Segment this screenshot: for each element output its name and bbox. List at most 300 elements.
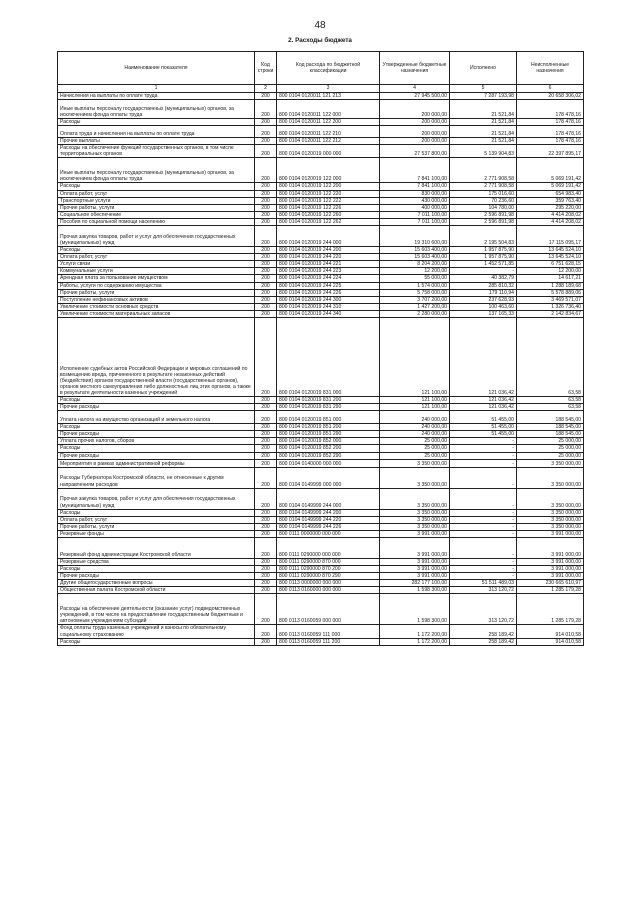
row-unexecuted: 359 763,40 (517, 197, 584, 204)
row-line-code: 200 (255, 638, 277, 645)
row-approved: 430 000,00 (380, 197, 450, 204)
row-executed: 313 120,72 (450, 587, 517, 594)
row-approved: 25 000,00 (380, 452, 450, 459)
row-executed: 51 455,00 (450, 431, 517, 438)
row-approved: 3 707 200,00 (380, 296, 450, 303)
row-classification-code: 800 0104 0120019 122 200 (277, 183, 380, 190)
row-unexecuted: 295 220,00 (517, 204, 584, 211)
row-line-code: 200 (255, 204, 277, 211)
row-line-code: 200 (255, 625, 277, 638)
row-name: Прочие расходы (58, 452, 255, 459)
row-classification-code: 800 0104 0120019 852 290 (277, 452, 380, 459)
row-executed: 121 036,42 (450, 317, 517, 396)
row-name: Прочие расходы (58, 404, 255, 411)
table-row (58, 218, 584, 225)
row-line-code: 200 (255, 587, 277, 594)
row-executed: - (450, 467, 517, 488)
row-classification-code: 800 0104 0120019 122 220 (277, 190, 380, 197)
row-line-code: 200 (255, 119, 277, 126)
row-name: Уплата налога на имущество организаций и земельного налога (58, 411, 255, 424)
row-classification-code: 800 0104 0120019 122 262 (277, 218, 380, 225)
row-approved: 121 100,00 (380, 396, 450, 403)
row-name: Прочие расходы (58, 431, 255, 438)
row-classification-code: 800 0104 0120019 244 223 (277, 268, 380, 275)
row-name: Расходы (58, 396, 255, 403)
row-name: Уплата прочих налогов, сборов (58, 438, 255, 445)
row-line-code: 200 (255, 459, 277, 467)
row-classification-code: 800 0104 0149999 244 220 (277, 516, 380, 523)
row-approved: 3 991 000,00 (380, 530, 450, 537)
row-classification-code: 800 0104 0120019 244 310 (277, 303, 380, 310)
table-row (58, 119, 584, 126)
row-line-code: 200 (255, 530, 277, 537)
table-row (58, 516, 584, 523)
row-classification-code: 800 0104 0120019 244 220 (277, 254, 380, 261)
row-unexecuted: 25 000,00 (517, 445, 584, 452)
row-approved: 15 603 400,00 (380, 254, 450, 261)
row-unexecuted: 25 000,00 (517, 452, 584, 459)
row-approved: 7 841 100,00 (380, 158, 450, 183)
row-line-code: 200 (255, 509, 277, 516)
row-name: Оплата труда и начисления на выплаты по оплате труда (58, 126, 255, 138)
row-line-code: 200 (255, 145, 277, 158)
row-approved: 1 598 300,00 (380, 587, 450, 594)
row-unexecuted: 3 991 000,00 (517, 566, 584, 573)
row-approved: 121 100,00 (380, 404, 450, 411)
row-unexecuted: 1 285 179,28 (517, 587, 584, 594)
row-name: Расходы (58, 247, 255, 254)
row-approved: 7 841 100,00 (380, 183, 450, 190)
row-executed: - (450, 459, 517, 467)
row-name: Оплата работ, услуг (58, 254, 255, 261)
row-unexecuted: 178 478,16 (517, 138, 584, 145)
table-row (58, 247, 584, 254)
row-name: Увеличение стоимости материальных запасов (58, 310, 255, 317)
row-approved: 2 280 000,00 (380, 310, 450, 317)
row-line-code: 200 (255, 211, 277, 218)
row-line-code: 200 (255, 445, 277, 452)
row-approved: 830 000,00 (380, 190, 450, 197)
row-executed: 175 016,60 (450, 190, 517, 197)
row-line-code: 200 (255, 197, 277, 204)
row-approved: 1 427 200,00 (380, 303, 450, 310)
row-executed: 137 165,33 (450, 310, 517, 317)
table-row (58, 411, 584, 424)
row-approved: 27 537 800,00 (380, 145, 450, 158)
row-executed: 5 139 904,83 (450, 145, 517, 158)
column-number: 1 (58, 85, 255, 93)
row-name: Общественная палата Костромской области (58, 587, 255, 594)
row-executed: 258 189,42 (450, 638, 517, 645)
row-unexecuted: 63,58 (517, 317, 584, 396)
row-name: Арендная плата за пользование имуществом (58, 275, 255, 282)
row-approved: 15 603 400,00 (380, 247, 450, 254)
row-unexecuted: 3 991 000,00 (517, 530, 584, 537)
row-executed: 121 036,42 (450, 396, 517, 403)
row-executed: 21 521,84 (450, 126, 517, 138)
row-classification-code: 800 0104 0120019 244 226 (277, 289, 380, 296)
table-row (58, 138, 584, 145)
row-name: Расходы на обеспечение функций государственных органов, в том числе территориальных органов (58, 145, 255, 158)
row-executed: - (450, 452, 517, 459)
row-approved: 3 350 000,00 (380, 509, 450, 516)
row-name: Иные выплаты персоналу государственных (муниципальных) органов, за исключением фонда оплаты труда (58, 100, 255, 119)
table-row (58, 204, 584, 211)
row-unexecuted: 3 350 000,00 (517, 516, 584, 523)
table-row (58, 190, 584, 197)
row-line-code: 200 (255, 268, 277, 275)
row-line-code: 200 (255, 566, 277, 573)
table-row (58, 183, 584, 190)
row-executed: 21 521,84 (450, 119, 517, 126)
row-executed: 237 628,93 (450, 296, 517, 303)
table-row (58, 275, 584, 282)
row-classification-code: 800 0104 0120019 244 221 (277, 261, 380, 268)
column-number: 6 (517, 85, 584, 93)
row-executed: 104 780,00 (450, 204, 517, 211)
row-name: Иные выплаты персоналу государственных (муниципальных) органов, за исключением фонда оплаты труда (58, 158, 255, 183)
row-name: Исполнение судебных актов Российской Федерации и мировых соглашений по возмещению вреда, причиненного в результате незаконных действий (бездействия) органов государственной власти (государственных органов), органов местного самоуправления либо должностных лиц этих органов, а также в результате деятельности казенных учреждений (58, 317, 255, 396)
column-header-classification-code: Код расхода по бюджетной классификации (277, 52, 380, 85)
row-executed: - (450, 445, 517, 452)
row-name: Прочая закупка товаров, работ и услуг для обеспечения государственных (муниципальных) нужд (58, 488, 255, 509)
table-row (58, 396, 584, 403)
row-unexecuted: 3 469 571,07 (517, 296, 584, 303)
row-line-code: 200 (255, 452, 277, 459)
row-approved: 240 000,00 (380, 411, 450, 424)
row-executed: 100 463,60 (450, 303, 517, 310)
row-name: Начисления на выплаты по оплате труда (58, 93, 255, 100)
row-name: Прочие работы, услуги (58, 523, 255, 530)
table-row (58, 424, 584, 431)
row-executed: 2 195 504,83 (450, 226, 517, 247)
row-classification-code: 800 0104 0120011 122 210 (277, 126, 380, 138)
row-line-code: 200 (255, 296, 277, 303)
row-unexecuted: 654 983,40 (517, 190, 584, 197)
column-header-name: Наименование показателя (58, 52, 255, 85)
row-unexecuted: 188 545,00 (517, 431, 584, 438)
row-name: Другие общегосударственные вопросы (58, 580, 255, 587)
page-number: 48 (314, 20, 326, 31)
row-line-code: 200 (255, 100, 277, 119)
table-row (58, 197, 584, 204)
row-unexecuted: 5 069 191,42 (517, 183, 584, 190)
row-line-code: 200 (255, 438, 277, 445)
table-row (58, 625, 584, 638)
table-row (58, 530, 584, 537)
row-classification-code: 800 0104 0120019 851 000 (277, 411, 380, 424)
row-unexecuted: 6 751 628,15 (517, 261, 584, 268)
row-approved: 282 177 100,00 (380, 580, 450, 587)
row-executed: 2 596 891,98 (450, 211, 517, 218)
row-line-code: 200 (255, 218, 277, 225)
table-row (58, 282, 584, 289)
row-unexecuted: 3 991 000,00 (517, 573, 584, 580)
row-classification-code: 800 0104 0120011 121 213 (277, 93, 380, 100)
table-row (58, 488, 584, 509)
row-unexecuted: 3 350 000,00 (517, 509, 584, 516)
row-approved: 1 598 300,00 (380, 594, 450, 625)
row-approved: 200 000,00 (380, 100, 450, 119)
row-line-code: 200 (255, 93, 277, 100)
row-line-code: 200 (255, 158, 277, 183)
row-classification-code: 800 0104 0120019 244 340 (277, 310, 380, 317)
header-row (58, 52, 584, 85)
table-row (58, 445, 584, 452)
row-name: Резервный фонд администрации Костромской области (58, 538, 255, 559)
row-approved: 25 000,00 (380, 445, 450, 452)
expenditure-table (57, 51, 584, 646)
row-name: Прочие выплаты (58, 138, 255, 145)
row-name: Оплата работ, услуг (58, 516, 255, 523)
row-classification-code: 800 0104 0120019 831 290 (277, 404, 380, 411)
row-line-code: 200 (255, 396, 277, 403)
row-line-code: 200 (255, 516, 277, 523)
row-approved: 27 945 500,00 (380, 93, 450, 100)
table-row (58, 459, 584, 467)
column-header-unexecuted: Неисполненные назначения (517, 52, 584, 85)
row-approved: 3 350 000,00 (380, 523, 450, 530)
row-approved: 3 991 000,00 (380, 566, 450, 573)
row-name: Резервные фонды (58, 530, 255, 537)
table-row (58, 594, 584, 625)
row-name: Коммунальные услуги (58, 268, 255, 275)
table-row (58, 303, 584, 310)
column-number: 3 (277, 85, 380, 93)
row-executed: 21 521,84 (450, 138, 517, 145)
row-executed: 2 771 908,58 (450, 183, 517, 190)
row-line-code: 200 (255, 261, 277, 268)
row-executed: 258 189,42 (450, 625, 517, 638)
row-approved: 3 991 000,00 (380, 559, 450, 566)
row-line-code: 200 (255, 431, 277, 438)
table-row (58, 158, 584, 183)
row-line-code: 200 (255, 488, 277, 509)
row-line-code: 200 (255, 573, 277, 580)
row-name: Расходы (58, 445, 255, 452)
row-line-code: 200 (255, 183, 277, 190)
row-unexecuted: 3 350 000,00 (517, 488, 584, 509)
table-row (58, 226, 584, 247)
row-approved: 200 000,00 (380, 126, 450, 138)
row-approved: 3 350 000,00 (380, 459, 450, 467)
row-classification-code: 800 0111 0290000 870 290 (277, 573, 380, 580)
row-name: Резервные средства (58, 559, 255, 566)
row-name: Мероприятия в рамках административной реформы (58, 459, 255, 467)
row-line-code: 200 (255, 275, 277, 282)
section-title: 2. Расходы бюджета (288, 37, 352, 44)
row-unexecuted: 3 991 000,00 (517, 538, 584, 559)
row-name: Фонд оплаты труда казенных учреждений и взносы по обязательному социальному страхованию (58, 625, 255, 638)
table-row (58, 404, 584, 411)
row-classification-code: 800 0104 0120019 122 260 (277, 211, 380, 218)
row-name: Транспортные услуги (58, 197, 255, 204)
table-row (58, 566, 584, 573)
row-executed: - (450, 509, 517, 516)
row-approved: 240 000,00 (380, 431, 450, 438)
row-line-code: 200 (255, 226, 277, 247)
row-executed: 51 511 489,03 (450, 580, 517, 587)
row-classification-code: 800 0104 0120019 000 000 (277, 145, 380, 158)
column-number-row (58, 85, 584, 93)
row-approved: 200 000,00 (380, 138, 450, 145)
table-row (58, 317, 584, 396)
row-name: Расходы (58, 509, 255, 516)
row-classification-code: 800 0113 0160059 111 200 (277, 638, 380, 645)
row-name: Расходы (58, 119, 255, 126)
row-unexecuted: 3 991 000,00 (517, 559, 584, 566)
row-unexecuted: 22 397 895,17 (517, 145, 584, 158)
table-row (58, 268, 584, 275)
row-classification-code: 800 0104 0120019 852 000 (277, 438, 380, 445)
column-number: 5 (450, 85, 517, 93)
row-executed: 51 455,00 (450, 424, 517, 431)
row-approved: 3 991 000,00 (380, 538, 450, 559)
row-line-code: 200 (255, 523, 277, 530)
row-classification-code: 800 0111 0290000 870 000 (277, 559, 380, 566)
row-unexecuted: 1 285 179,28 (517, 594, 584, 625)
row-unexecuted: 13 645 524,10 (517, 247, 584, 254)
row-unexecuted: 4 414 208,02 (517, 211, 584, 218)
column-number: 2 (255, 85, 277, 93)
table-row (58, 523, 584, 530)
row-classification-code: 800 0104 0149999 244 226 (277, 523, 380, 530)
row-unexecuted: 178 478,16 (517, 126, 584, 138)
row-executed: - (450, 559, 517, 566)
row-executed: - (450, 538, 517, 559)
table-row (58, 431, 584, 438)
column-header-line-code: Код строки (255, 52, 277, 85)
row-classification-code: 800 0104 0120011 122 212 (277, 138, 380, 145)
row-name: Поступление нефинансовых активов (58, 296, 255, 303)
row-executed: 1 452 571,85 (450, 261, 517, 268)
row-line-code: 200 (255, 538, 277, 559)
row-unexecuted: 914 010,58 (517, 625, 584, 638)
row-unexecuted: 63,58 (517, 396, 584, 403)
row-classification-code: 800 0104 0120019 122 222 (277, 197, 380, 204)
row-name: Расходы Губернатора Костромской области, не отнесенные к другим направлениям расходов (58, 467, 255, 488)
row-executed: 51 455,00 (450, 411, 517, 424)
row-unexecuted: 63,58 (517, 404, 584, 411)
row-line-code: 200 (255, 594, 277, 625)
table-row (58, 509, 584, 516)
row-approved: 3 350 000,00 (380, 516, 450, 523)
row-executed: - (450, 488, 517, 509)
row-executed: 313 120,72 (450, 594, 517, 625)
row-unexecuted: 20 658 306,02 (517, 93, 584, 100)
row-unexecuted: 12 200,00 (517, 268, 584, 275)
table-row (58, 145, 584, 158)
row-executed: 2 596 891,98 (450, 218, 517, 225)
row-executed: 1 957 875,90 (450, 247, 517, 254)
row-line-code: 200 (255, 126, 277, 138)
row-unexecuted: 230 665 610,97 (517, 580, 584, 587)
row-classification-code: 800 0111 0000000 000 000 (277, 530, 380, 537)
row-name: Услуги связи (58, 261, 255, 268)
table-row (58, 211, 584, 218)
row-line-code: 200 (255, 411, 277, 424)
row-classification-code: 800 0104 0120011 122 000 (277, 100, 380, 119)
row-approved: 1 574 000,00 (380, 282, 450, 289)
row-classification-code: 800 0104 0120011 122 200 (277, 119, 380, 126)
row-classification-code: 800 0104 0120019 851 290 (277, 431, 380, 438)
row-classification-code: 800 0104 0120019 244 300 (277, 296, 380, 303)
table-row (58, 261, 584, 268)
row-approved: 400 000,00 (380, 204, 450, 211)
row-name: Расходы (58, 183, 255, 190)
row-classification-code: 800 0104 0120019 831 000 (277, 317, 380, 396)
row-executed: - (450, 438, 517, 445)
row-name: Расходы (58, 424, 255, 431)
row-executed: 285 810,32 (450, 282, 517, 289)
row-name: Расходы (58, 638, 255, 645)
row-approved: 55 000,00 (380, 275, 450, 282)
row-unexecuted: 4 414 208,02 (517, 218, 584, 225)
row-name: Прочие расходы (58, 573, 255, 580)
row-line-code: 200 (255, 559, 277, 566)
row-classification-code: 800 0104 0120019 244 000 (277, 226, 380, 247)
column-header-executed: Исполнено (450, 52, 517, 85)
row-executed: 121 036,42 (450, 404, 517, 411)
row-name: Социальное обеспечение (58, 211, 255, 218)
row-classification-code: 800 0104 0120019 122 000 (277, 158, 380, 183)
row-line-code: 200 (255, 138, 277, 145)
row-approved: 3 350 000,00 (380, 467, 450, 488)
row-line-code: 200 (255, 289, 277, 296)
table-row (58, 296, 584, 303)
row-approved: 1 172 200,00 (380, 625, 450, 638)
row-classification-code: 800 0104 0120019 122 226 (277, 204, 380, 211)
row-approved: 240 000,00 (380, 424, 450, 431)
row-line-code: 200 (255, 317, 277, 396)
table-row (58, 638, 584, 645)
row-name: Прочие работы, услуги (58, 204, 255, 211)
table-body (58, 93, 584, 646)
row-executed: - (450, 268, 517, 275)
row-line-code: 200 (255, 282, 277, 289)
table-row (58, 538, 584, 559)
row-line-code: 200 (255, 254, 277, 261)
table-row (58, 559, 584, 566)
row-name: Работы, услуги по содержанию имущества (58, 282, 255, 289)
column-number: 4 (380, 85, 450, 93)
column-header-approved: Утвержденные бюджетные назначения (380, 52, 450, 85)
row-executed: 179 110,94 (450, 289, 517, 296)
row-executed: - (450, 516, 517, 523)
row-unexecuted: 178 478,16 (517, 100, 584, 119)
table-row (58, 452, 584, 459)
row-line-code: 200 (255, 303, 277, 310)
row-name: Расходы (58, 566, 255, 573)
row-classification-code: 800 0104 0120019 244 225 (277, 282, 380, 289)
row-unexecuted: 14 617,21 (517, 275, 584, 282)
table-row (58, 289, 584, 296)
row-unexecuted: 914 010,58 (517, 638, 584, 645)
row-classification-code: 800 0104 0120019 244 224 (277, 275, 380, 282)
row-approved: 19 310 600,00 (380, 226, 450, 247)
row-name: Расходы на обеспечение деятельности (оказание услуг) подведомственных учреждений, в том числе на предоставление государственным бюджетным и автономным учреждениям субсидий (58, 594, 255, 625)
row-classification-code: 800 0104 0120019 852 200 (277, 445, 380, 452)
table-row (58, 438, 584, 445)
row-executed: - (450, 523, 517, 530)
row-classification-code: 800 0104 0149999 000 000 (277, 467, 380, 488)
row-unexecuted: 2 142 834,67 (517, 310, 584, 317)
row-approved: 3 991 000,00 (380, 573, 450, 580)
row-executed: 70 236,60 (450, 197, 517, 204)
row-executed: 1 957 875,90 (450, 254, 517, 261)
row-approved: 7 011 100,00 (380, 211, 450, 218)
row-line-code: 200 (255, 580, 277, 587)
